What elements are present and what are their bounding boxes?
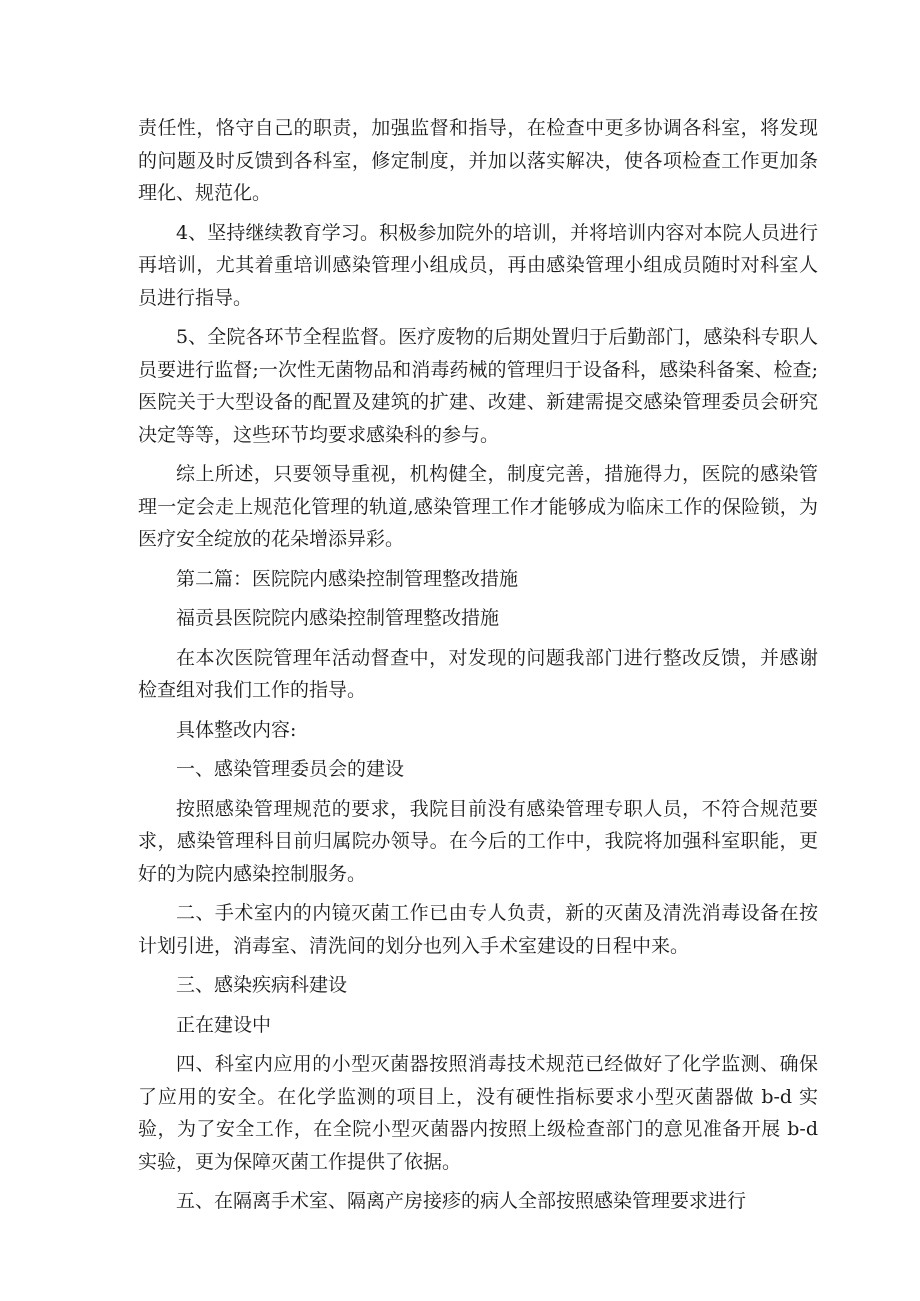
paragraph-continuation: 责任性，恪守自己的职责，加强监督和指导，在检查中更多协调各科室，将发现的问题及时反馈到各科室，修定制度，并加以落实解决，使各项检查工作更加条理化、规范化。 — [138, 117, 818, 204]
paragraph-item-5: 5、全院各环节全程监督。医疗废物的后期处置归于后勤部门，感染科专职人员要进行监督;一次性无菌物品和消毒药械的管理归于设备科，感染科备案、检查;医院关于大型设备的配置及建筑的扩建、改建、新建需提交感染管理委员会研究决定等等，这些环节均要求感染科的参与。 — [138, 326, 818, 446]
heading-item-3: 三、感染疾病科建设 — [176, 974, 348, 996]
paragraph-item-5-partial: 五、在隔离手术室、隔离产房接疹的病人全部按照感染管理要求进行 — [176, 1190, 747, 1212]
heading-item-1: 一、感染管理委员会的建设 — [176, 758, 405, 780]
section-heading-part-two: 第二篇：医院院内感染控制管理整改措施 — [176, 567, 519, 590]
paragraph-summary: 综上所述，只要领导重视，机构健全，制度完善，措施得力，医院的感染管理一定会走上规范化管理的轨道,感染管理工作才能够成为临床工作的保险锁，为医疗安全绽放的花朵增添异彩。 — [138, 463, 818, 550]
paragraph-item-4-body: 四、科室内应用的小型灭菌器按照消毒技术规范已经做好了化学监测、确保了应用的安全。在化学监测的项目上，没有硬性指标要求小型灭菌器做 b-d 实验，为了安全工作，在全院小型灭菌器内按照上级检查部门的意见准备开展 b-d 实验，更为保障灭菌工作提供了依据。 — [138, 1053, 818, 1173]
document-title: 福贡县医院院内感染控制管理整改措施 — [176, 607, 500, 629]
paragraph-item-1-body: 按照感染管理规范的要求，我院目前没有感染管理专职人员，不符合规范要求，感染管理科目前归属院办领导。在今后的工作中，我院将加强科室职能，更好的为院内感染控制服务。 — [138, 797, 818, 885]
document-body — [138, 112, 818, 1218]
paragraph-item-2: 二、手术室内的内镜灭菌工作已由专人负责，新的灭菌及清洗消毒设备在按计划引进，消毒室、清洗间的划分也列入手术室建设的日程中来。 — [138, 902, 818, 957]
paragraph-item-3-body: 正在建设中 — [176, 1013, 272, 1036]
paragraph-intro: 在本次医院管理年活动督查中，对发现的问题我部门进行整改反馈，并感谢检查组对我们工作的指导。 — [138, 646, 818, 701]
paragraph-rectification-label: 具体整改内容: — [176, 718, 297, 741]
paragraph-item-4: 4、坚持继续教育学习。积极参加院外的培训，并将培训内容对本院人员进行再培训，尤其着重培训感染管理小组成员，再由感染管理小组成员随时对科室人员进行指导。 — [138, 221, 818, 309]
